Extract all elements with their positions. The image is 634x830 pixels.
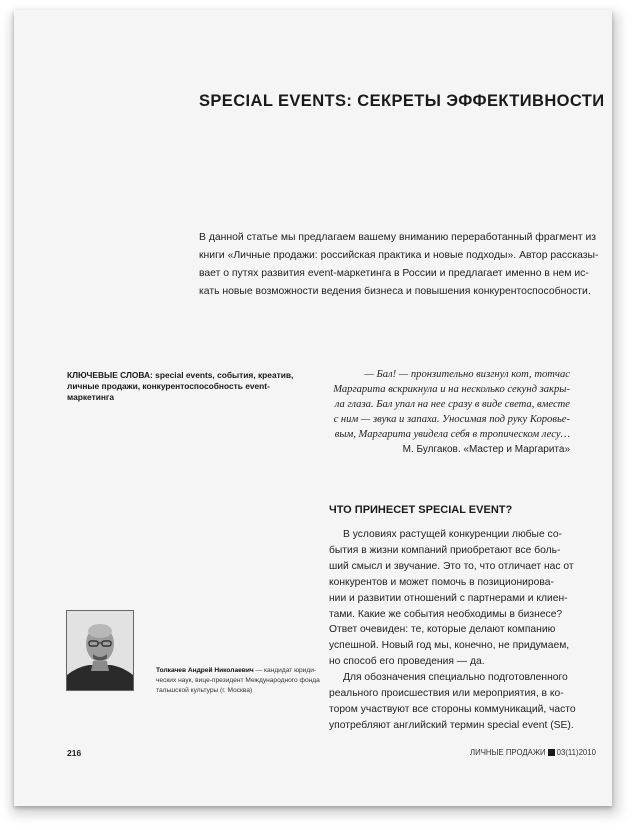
author-name: Толкачев Андрей Николаевич [156,667,254,674]
intro-line: кать новые возможности ведения бизнеса и повышения конкурентоспособности. [199,286,591,297]
epigraph-attribution: М. Булгаков. «Мастер и Маргарита» [402,444,570,455]
author-bio-line: ческих наук, вице-президент Международного фонда [156,677,320,684]
intro-line: В данной статье мы предлагаем вашему вниманию переработанный фрагмент из [199,232,597,243]
author-bio-line [156,666,326,676]
square-icon [548,749,555,756]
author-bio-text: — кандидат юриди- [253,667,317,674]
epigraph [300,367,570,457]
body-line: успешной. Новый год мы, конечно, не придумаем, [329,640,570,652]
author-bio [156,666,326,696]
page-number: 216 [67,748,82,758]
article-body [329,527,577,734]
author-bio-line: тальшской культуры (г. Москва) [156,687,253,694]
article-intro [199,229,599,301]
journal-name: ЛИЧНЫЕ ПРОДАЖИ [470,748,546,757]
body-line: конкурентов и может помочь в позиционирова- [329,576,554,588]
intro-line: книги «Личные продажи: российская практика и новые подходы». Автор рассказы- [199,250,599,261]
body-line: Ответ очевиден: те, которые делают компанию [329,624,556,636]
body-line: тами. Какие же события необходимы в бизнесе? [329,608,563,620]
epigraph-line: ла глаза. Бал упал на нее сразу в виде света, вместе [334,399,570,410]
intro-line: вает о путях развития event-маркетинга в России и предлагает именно в нем ис- [199,268,589,279]
body-line: нии и развитии отношений с партнерами и клиен- [329,592,568,604]
body-line: Для обозначения специально подготовленного [343,672,568,684]
article-title: SPECIAL EVENTS: СЕКРЕТЫ ЭФФЕКТИВНОСТИ [199,92,605,110]
keywords: КЛЮЧЕВЫЕ СЛОВА: special events, события, креатив, личные продажи, конкурентоспособность event-маркетинга [67,370,294,402]
epigraph-line: — Бал! — пронзительно визгнул кот, тотчас [364,369,570,380]
body-line: ший смысл и звучание. Это то, что отличает нас от [329,560,574,572]
journal-issue: 03(11)2010 [556,748,596,757]
body-line: но способ его проведения — да. [329,656,485,668]
epigraph-line: с ним — звука и запаха. Уносимая под руку Коровье- [333,414,570,425]
epigraph-line: Маргарита вскрикнула и на несколько секунд закры- [333,384,570,395]
body-line: бытия в жизни компаний приобретают все боль- [329,544,561,556]
author-photo [66,610,134,691]
body-line: употребляют английский термин special event (SE). [329,719,574,731]
body-line: тором участвуют все стороны коммуникаций, часто [329,703,576,715]
body-line: реального происшествия или мероприятия, в ко- [329,688,564,700]
author-portrait-image [67,611,133,690]
running-footer [470,748,596,757]
body-line: В условиях растущей конкуренции любые со- [343,529,562,540]
epigraph-line: вым, Маргарита увидела себя в тропическом лесу… [334,429,570,440]
section-heading: ЧТО ПРИНЕСЕТ SPECIAL EVENT? [329,504,513,516]
